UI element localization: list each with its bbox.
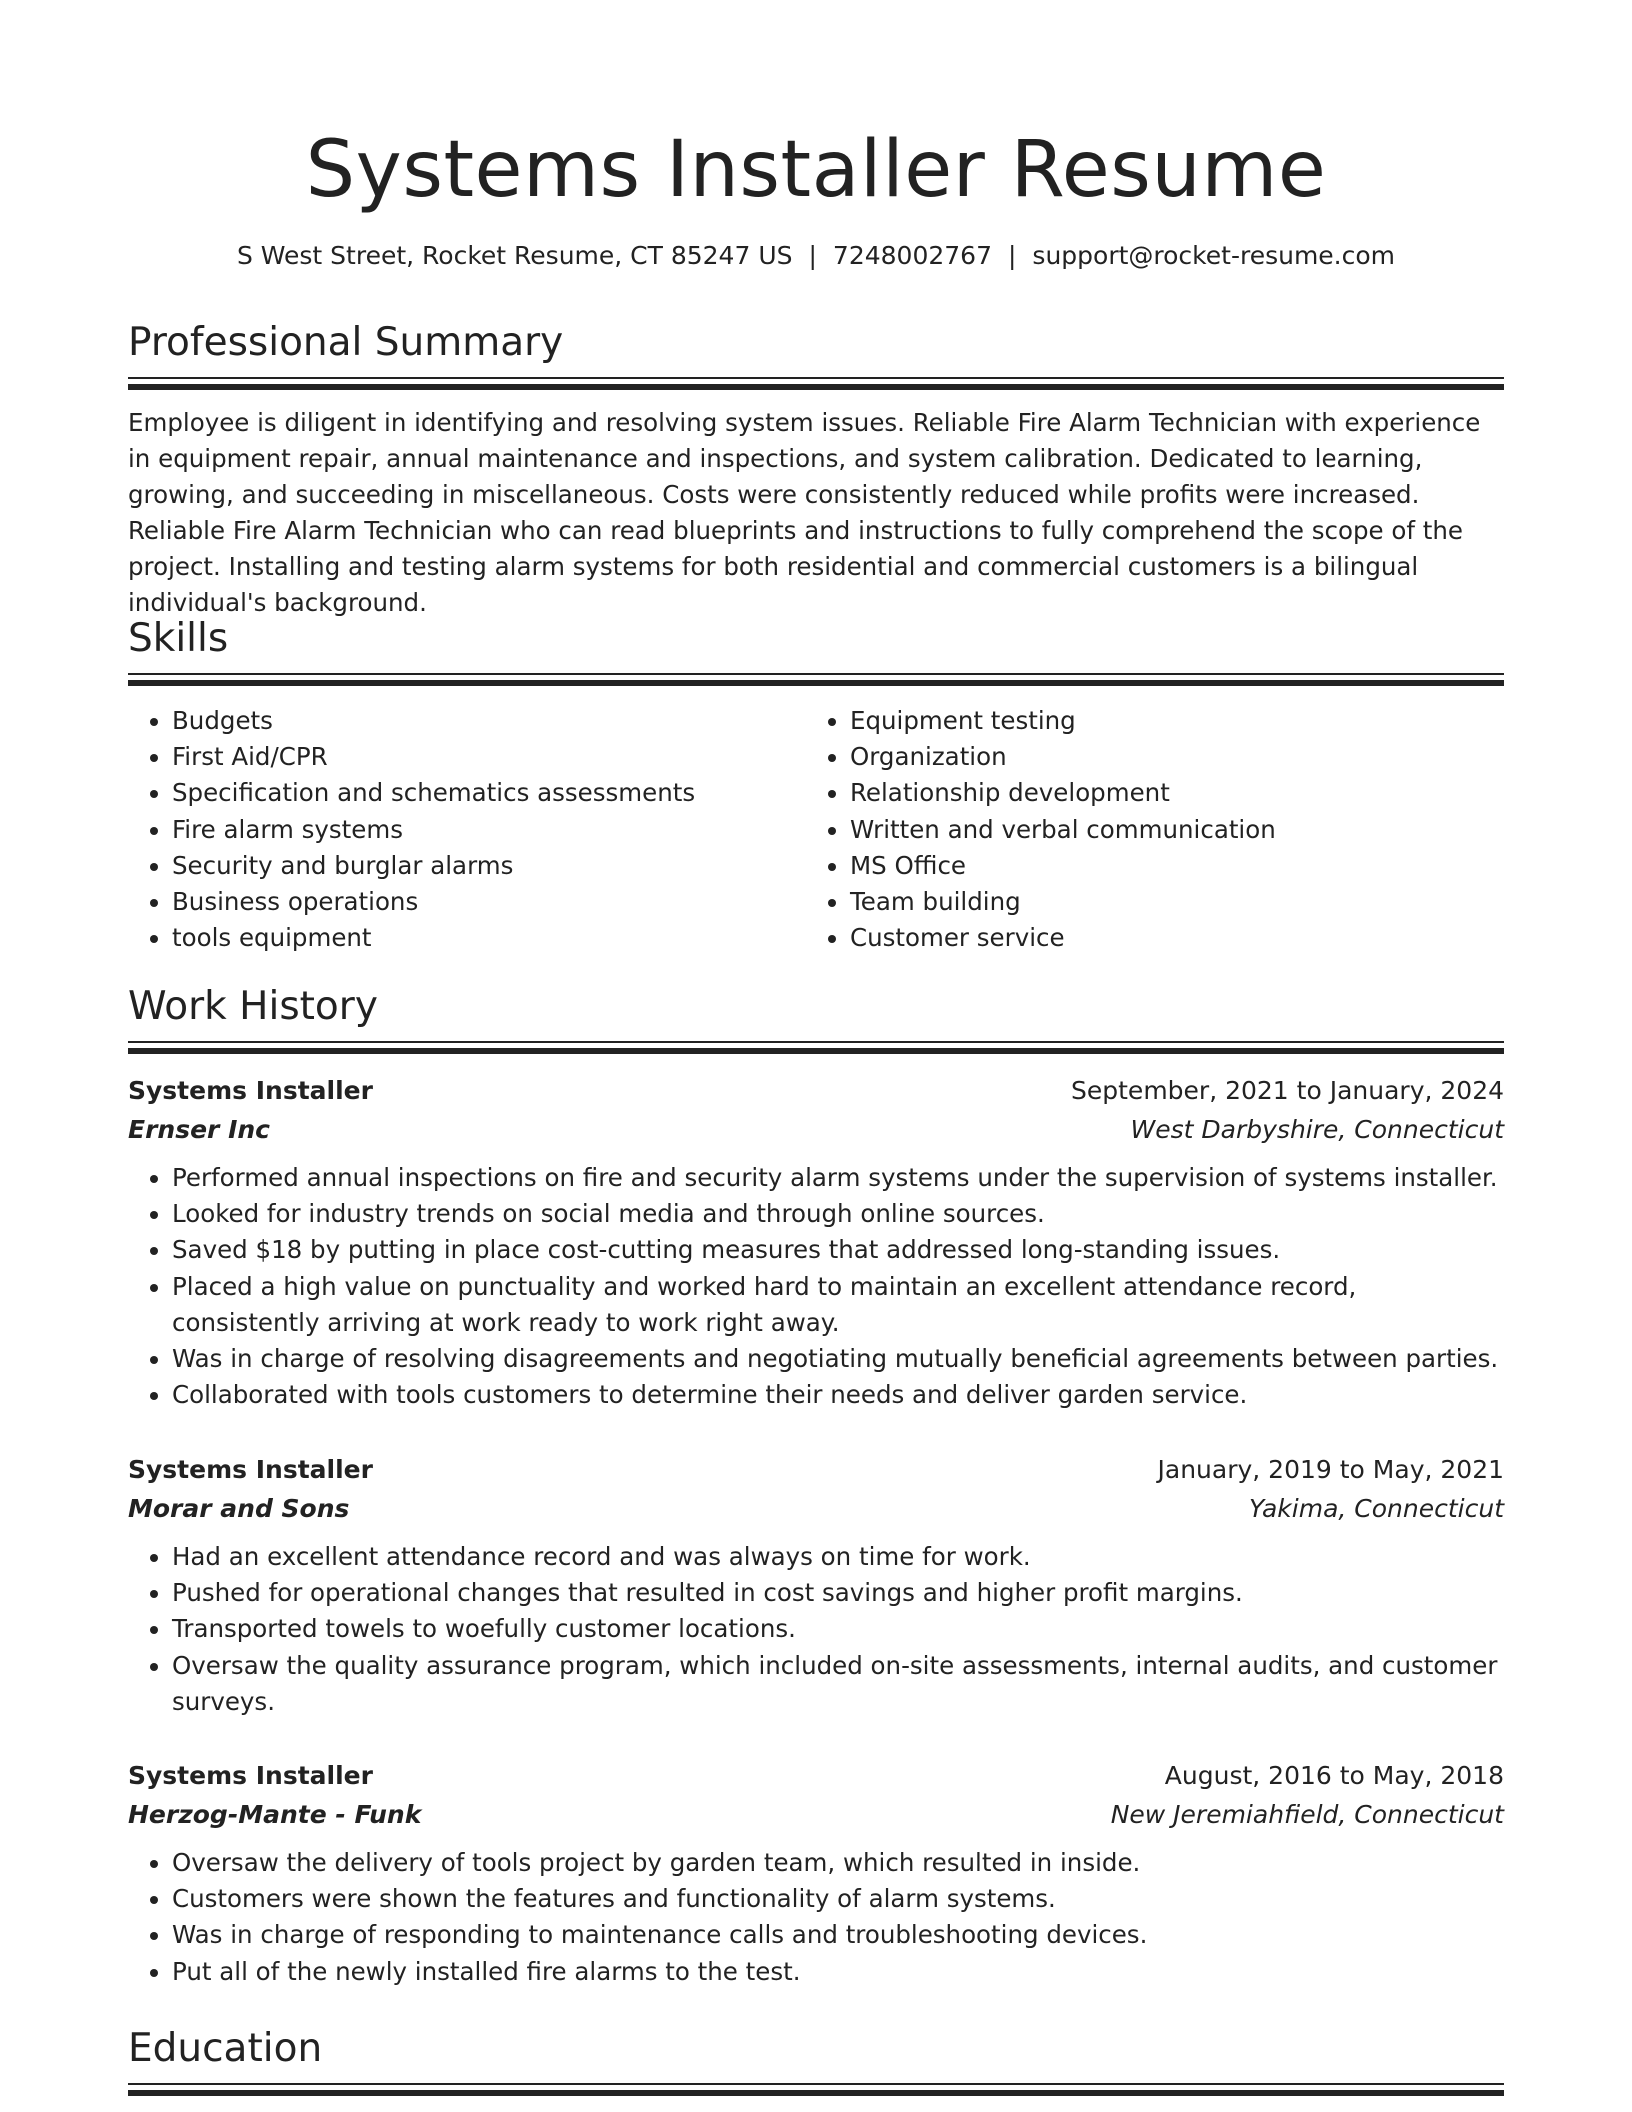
skills-heading: Skills (128, 616, 229, 661)
job-bullet: • Oversaw the delivery of tools project by garden team, which resulted in inside. (172, 1845, 1504, 1881)
skill-item: • Equipment testing (850, 703, 1504, 739)
job-role: Systems Installer (128, 1761, 373, 1790)
job-bullet: • Transported towels to woefully customer locations. (172, 1611, 1504, 1647)
contact-separator: | (1007, 241, 1017, 270)
job-role: Systems Installer (128, 1076, 373, 1105)
job-role: Systems Installer (128, 1455, 373, 1484)
skill-item: • Security and burglar alarms (172, 848, 806, 884)
job-location: Yakima, Connecticut (1249, 1494, 1504, 1523)
job-bullet: • Placed a high value on punctuality and worked hard to maintain an excellent attendance record, consistently arriving at work ready to work right away. (172, 1269, 1504, 1341)
skill-item: • MS Office (850, 848, 1504, 884)
job-location: West Darbyshire, Connecticut (1130, 1115, 1504, 1144)
skill-item: • Customer service (850, 920, 1504, 956)
job-entry (128, 1756, 1504, 1990)
job-bullet: • Customers were shown the features and functionality of alarm systems. (172, 1881, 1504, 1917)
skill-item: • Relationship development (850, 775, 1504, 811)
job-bullet: • Performed annual inspections on fire and security alarm systems under the supervision of systems installer. (172, 1160, 1504, 1196)
skill-item: • First Aid/CPR (172, 739, 806, 775)
resume-title: Systems Installer Resume (305, 125, 1327, 215)
job-bullet: • Saved $18 by putting in place cost-cutting measures that addressed long-standing issues. (172, 1232, 1504, 1268)
job-bullet: • Had an excellent attendance record and was always on time for work. (172, 1539, 1504, 1575)
job-bullet: • Oversaw the quality assurance program, which included on-site assessments, internal audits, and customer surveys. (172, 1648, 1504, 1720)
job-bullet: • Put all of the newly installed fire alarms to the test. (172, 1954, 1504, 1990)
work-history-heading: Work History (128, 984, 378, 1029)
job-dates: August, 2016 to May, 2018 (1164, 1761, 1504, 1790)
section-divider (128, 1041, 1504, 1055)
contact-line (128, 238, 1504, 274)
skills-list (128, 703, 1504, 956)
skills-column-left (128, 703, 806, 956)
contact-address: S West Street, Rocket Resume, CT 85247 US (236, 241, 793, 270)
job-dates: January, 2019 to May, 2021 (1157, 1455, 1504, 1484)
job-bullet: • Was in charge of responding to maintenance calls and troubleshooting devices. (172, 1917, 1504, 1953)
job-bullet: • Pushed for operational changes that resulted in cost savings and higher profit margins. (172, 1575, 1504, 1611)
skill-item: • tools equipment (172, 920, 806, 956)
job-location: New Jeremiahfield, Connecticut (1110, 1800, 1504, 1829)
job-entry (128, 1450, 1504, 1720)
contact-phone: 7248002767 (832, 241, 992, 270)
skill-item: • Written and verbal communication (850, 812, 1504, 848)
contact-email: support@rocket-resume.com (1032, 241, 1396, 270)
job-bullet: • Was in charge of resolving disagreements and negotiating mutually beneficial agreements between parties. (172, 1341, 1504, 1377)
summary-heading: Professional Summary (128, 320, 564, 365)
education-heading: Education (128, 2026, 323, 2071)
job-company: Morar and Sons (128, 1494, 350, 1523)
job-dates: September, 2021 to January, 2024 (1071, 1076, 1504, 1105)
skill-item: • Organization (850, 739, 1504, 775)
job-company: Ernser Inc (128, 1115, 270, 1144)
skill-item: • Team building (850, 884, 1504, 920)
job-company: Herzog-Mante - Funk (128, 1800, 422, 1829)
skill-item: • Business operations (172, 884, 806, 920)
contact-separator: | (808, 241, 817, 270)
section-divider (128, 377, 1504, 391)
section-divider (128, 2083, 1504, 2097)
skill-item: • Fire alarm systems (172, 812, 806, 848)
summary-text: Employee is diligent in identifying and resolving system issues. Reliable Fire Alarm Technician with experience in equipment repair, annual maintenance and inspections, and system calibration. Dedicated to learning, growing, and succeeding in miscellaneous. Costs were consistently reduced while profits were increased. Reliable Fire Alarm Technician who can read blueprints and instructions to fully comprehend the scope of the project. Installing and testing alarm systems for both residential and commercial customers is a bilingual individual's background. (128, 408, 1481, 617)
skill-item: • Specification and schematics assessments (172, 775, 806, 811)
section-divider (128, 673, 1504, 687)
job-bullet: • Collaborated with tools customers to determine their needs and deliver garden service. (172, 1377, 1504, 1413)
skills-column-right (806, 703, 1504, 956)
skill-item: • Budgets (172, 703, 806, 739)
job-bullet: • Looked for industry trends on social media and through online sources. (172, 1196, 1504, 1232)
job-entry (128, 1071, 1504, 1413)
